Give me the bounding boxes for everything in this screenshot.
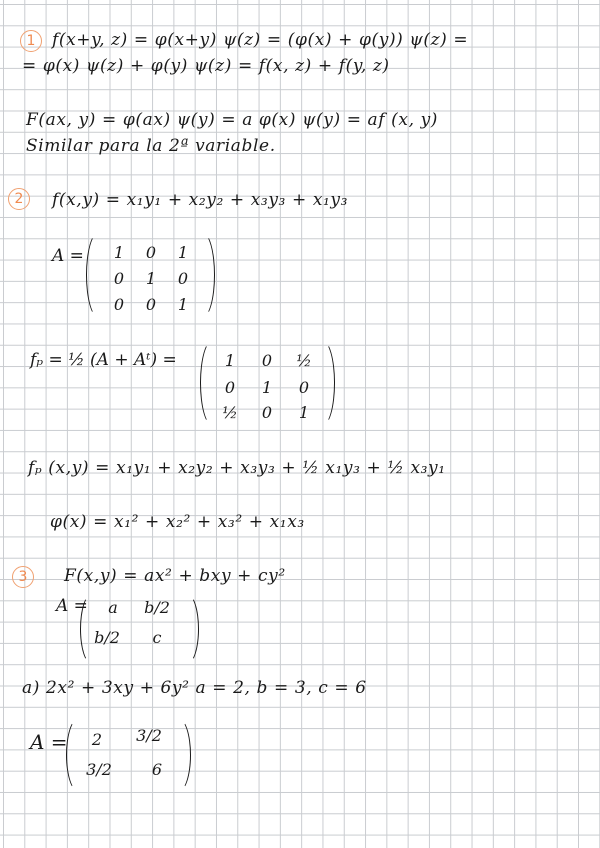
symmetric-matrix-cell: 1 [261,378,273,397]
symmetric-matrix-label: fₚ = ½ (A + Aᵗ) = [30,350,177,370]
section-number-2: 2 [8,188,30,210]
section1-line4: Similar para la 2ª variable. [26,136,276,156]
symmetric-matrix-cell: 1 [224,351,236,370]
symmetric-matrix-cell: 0 [224,378,236,397]
matrix-a-cell: 0 [145,295,157,314]
symmetric-matrix-cell: 0 [261,403,273,422]
matrix-a-cell: 0 [113,269,125,288]
symmetric-matrix-cell: ½ [296,351,312,370]
matrix-ab-cell: b/2 [144,598,170,617]
matrix-a-cell: 1 [177,295,189,314]
matrix-a-cell: 1 [177,243,189,262]
section1-line2: = φ(x) ψ(z) + φ(y) ψ(z) = f(x, z) + f(y, z) [22,56,390,76]
matrix-a-cell: 1 [145,269,157,288]
section2-line1: f(x,y) = x₁y₁ + x₂y₂ + x₃y₃ + x₁y₃ [52,190,349,210]
matrix-ab-label: A = [56,596,88,616]
matrix-numeric-left-paren [66,718,91,792]
part-a-expression: a) 2x² + 3xy + 6y² a = 2, b = 3, c = 6 [22,678,367,698]
matrix-a-cell: 0 [145,243,157,262]
matrix-numeric-cell: 3/2 [86,760,112,779]
symmetric-matrix-cell: 0 [298,378,310,397]
section-number-1: 1 [20,30,42,52]
matrix-numeric-cell: 3/2 [136,726,162,745]
symmetric-matrix-cell: 0 [261,351,273,370]
matrix-numeric-label: A = [30,730,68,754]
phi-expression: φ(x) = x₁² + x₂² + x₃² + x₁x₃ [50,512,305,532]
matrix-numeric-cell: 6 [151,760,163,779]
matrix-ab-cell: c [152,628,162,647]
matrix-a-cell: 0 [177,269,189,288]
matrix-ab-cell: b/2 [94,628,120,647]
section3-line1: F(x,y) = ax² + bxy + cy² [64,566,286,586]
matrix-ab-right-paren [176,594,199,664]
matrix-numeric-right-paren [166,718,191,792]
symmetric-matrix-cell: 1 [298,403,310,422]
matrix-numeric-cell: 2 [91,730,103,749]
matrix-ab-cell: a [108,598,118,617]
matrix-a-cell: 0 [113,295,125,314]
symmetric-matrix-cell: ½ [222,403,238,422]
section-number-3: 3 [12,566,34,588]
section1-line1: f(x+y, z) = φ(x+y) ψ(z) = (φ(x) + φ(y)) ψ(z) = [52,30,469,50]
fp-expression: fₚ (x,y) = x₁y₁ + x₂y₂ + x₃y₃ + ½ x₁y₃ + ½ x₃y₁ [28,458,446,478]
section1-line3: F(ax, y) = φ(ax) ψ(y) = a φ(x) ψ(y) = af (x, y) [26,110,439,130]
matrix-a-cell: 1 [113,243,125,262]
matrix-a-label: A = [52,246,84,266]
